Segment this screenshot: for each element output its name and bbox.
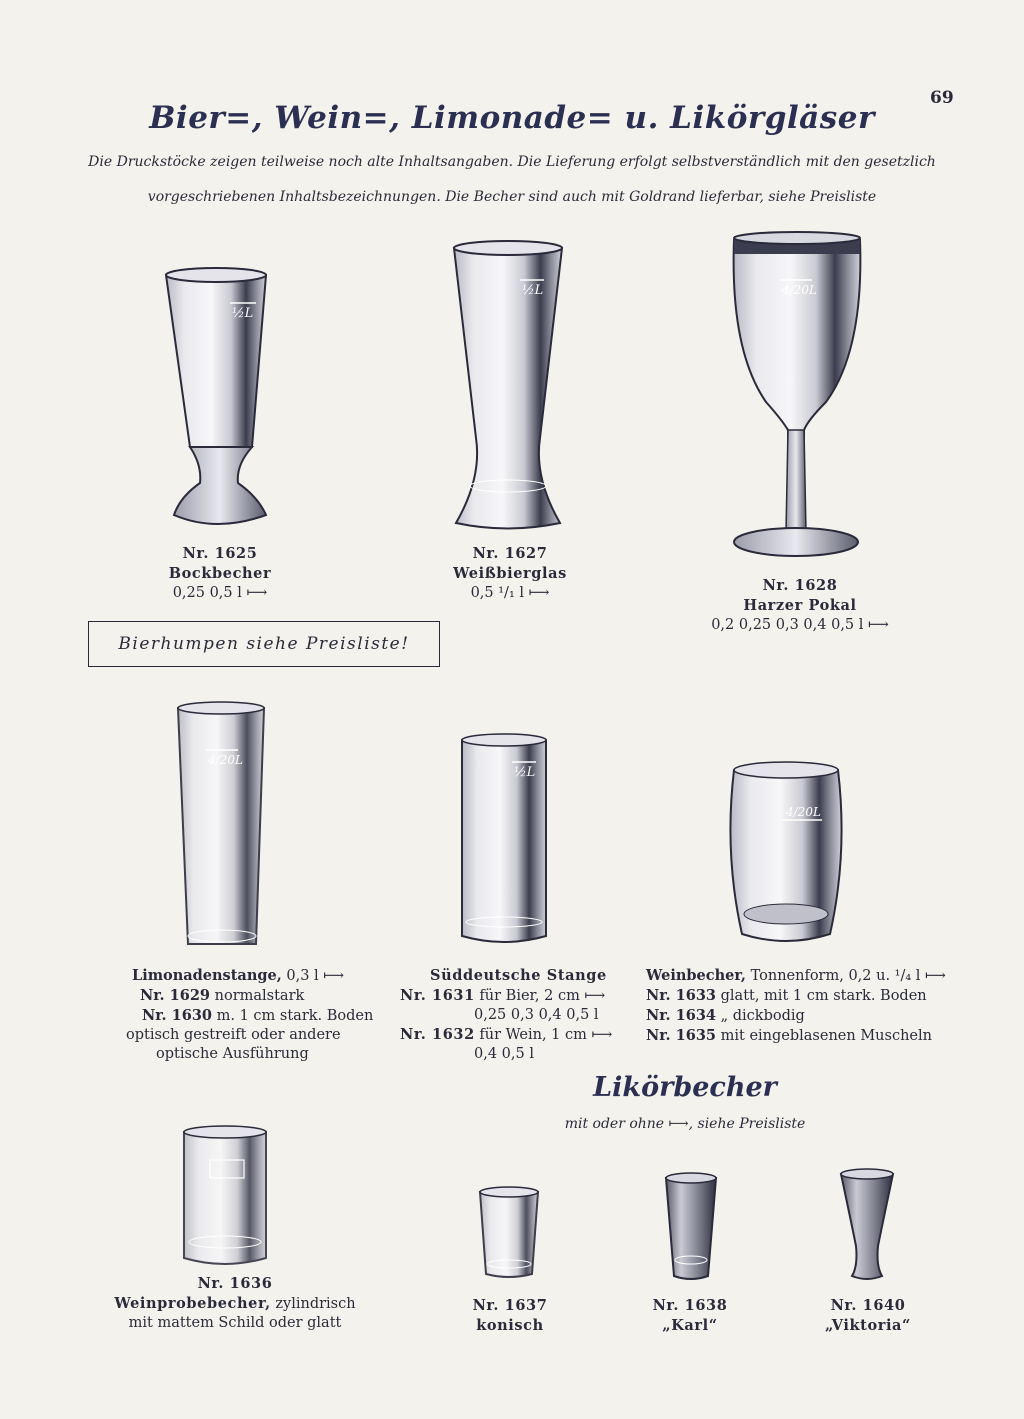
- sizes-1631: 0,25 0,3 0,4 0,5 l: [474, 1007, 599, 1023]
- limonade-title: Limonadenstange,: [132, 967, 282, 984]
- nr-1638: Nr. 1638: [652, 1297, 728, 1314]
- nr-1625: Nr. 1625: [182, 545, 258, 562]
- nr-1627: Nr. 1627: [472, 545, 548, 562]
- nr-1640: Nr. 1640: [830, 1297, 906, 1314]
- weissbierglas-illustration: [448, 238, 573, 538]
- caption-1638: [630, 1296, 750, 1336]
- nr-1628: Nr. 1628: [762, 577, 838, 594]
- likoerbecher-viktoria-illustration: [838, 1166, 896, 1284]
- sueddeutsche-stange-illustration: [456, 730, 556, 950]
- weinbecher-title: Weinbecher,: [646, 967, 746, 984]
- nr-1632: Nr. 1632: [400, 1026, 475, 1043]
- weinprobebecher-illustration: [180, 1122, 272, 1272]
- bockbecher-mark: ½L: [232, 306, 254, 321]
- harzer-pokal-mark: 4/20L: [782, 283, 817, 297]
- name-1625: Bockbecher: [168, 565, 272, 582]
- desc-1629: normalstark: [210, 988, 305, 1004]
- caption-1636: [110, 1274, 360, 1333]
- name-1628: Harzer Pokal: [743, 597, 857, 614]
- weinbecher-mark: 4/20L: [786, 805, 821, 819]
- section-title-likoerbecher: Likörbecher: [593, 1072, 777, 1103]
- name-1638: „Karl“: [662, 1317, 718, 1334]
- likoerbecher-karl-illustration: [662, 1170, 720, 1284]
- desc-1630: m. 1 cm stark. Boden: [212, 1008, 374, 1024]
- page-title: Bier=, Wein=, Limonade= u. Likörgläser: [149, 100, 875, 136]
- sizes-1628: 0,2 0,25 0,3 0,4 0,5 l ⟼: [711, 617, 889, 633]
- name-1637: konisch: [476, 1317, 544, 1334]
- weinbecher-illustration: [728, 758, 846, 950]
- name-1636: Weinprobebecher,: [114, 1295, 271, 1312]
- nr-1629: Nr. 1629: [140, 987, 211, 1004]
- name-1640: „Viktoria“: [824, 1317, 911, 1334]
- sizes-1632: 0,4 0,5 l: [474, 1046, 534, 1062]
- page-number: 69: [930, 88, 954, 108]
- caption-1627: [430, 544, 590, 603]
- nr-1630: Nr. 1630: [142, 1007, 213, 1024]
- desc-1630-line3: optische Ausführung: [156, 1046, 309, 1062]
- nr-1631: Nr. 1631: [400, 987, 475, 1004]
- caption-sueddeutsch: [390, 966, 630, 1064]
- caption-limonade: [110, 966, 380, 1064]
- caption-1628: [700, 576, 900, 635]
- harzer-pokal-illustration: [730, 230, 870, 570]
- desc-1634: „ dickbodig: [716, 1008, 805, 1024]
- caption-1625: [140, 544, 300, 603]
- caption-1637: [450, 1296, 570, 1336]
- bierhumpen-notice: Bierhumpen siehe Preisliste!: [88, 621, 440, 667]
- nr-1637: Nr. 1637: [472, 1297, 548, 1314]
- likoerbecher-konisch-illustration: [476, 1184, 544, 1282]
- nr-1633: Nr. 1633: [646, 987, 717, 1004]
- weissbierglas-mark: ½L: [522, 283, 544, 298]
- limonadenstange-illustration: [172, 698, 278, 958]
- desc-1632: für Wein, 1 cm ⟼: [474, 1027, 613, 1043]
- sueddeutsch-title: Süddeutsche Stange: [430, 967, 607, 984]
- sizes-1627: 0,5 ¹/₁ l ⟼: [470, 585, 550, 601]
- limonadenstange-mark: 4/20L: [208, 753, 243, 767]
- name-1627: Weißbierglas: [453, 565, 567, 582]
- intro-line-2: vorgeschriebenen Inhaltsbezeichnungen. Die Becher sind auch mit Goldrand lieferbar, siehe Preisliste: [147, 189, 877, 205]
- bockbecher-illustration: [160, 265, 280, 535]
- intro-line-1: Die Druckstöcke zeigen teilweise noch alte Inhaltsangaben. Die Lieferung erfolgt selbstverständlich mit den gesetzlich: [88, 154, 936, 170]
- caption-1640: [808, 1296, 928, 1336]
- desc-1635: mit eingeblasenen Muscheln: [716, 1028, 932, 1044]
- desc-1630-line2: optisch gestreift oder andere: [126, 1027, 341, 1043]
- weinbecher-sizes: Tonnenform, 0,2 u. ¹/₄ l ⟼: [745, 968, 946, 984]
- desc-1633: glatt, mit 1 cm stark. Boden: [716, 988, 927, 1004]
- nr-1636: Nr. 1636: [197, 1275, 273, 1292]
- desc-1636-line2: mit mattem Schild oder glatt: [128, 1315, 342, 1331]
- nr-1634: Nr. 1634: [646, 1007, 717, 1024]
- desc-1631: für Bier, 2 cm ⟼: [474, 988, 606, 1004]
- desc-1636: zylindrisch: [270, 1296, 356, 1312]
- caption-weinbecher: [646, 966, 966, 1046]
- sizes-1625: 0,25 0,5 l ⟼: [172, 585, 268, 601]
- section-subtitle: mit oder ohne ⟼, siehe Preisliste: [564, 1116, 806, 1132]
- nr-1635: Nr. 1635: [646, 1027, 717, 1044]
- limonade-sizes: 0,3 l ⟼: [281, 968, 345, 984]
- sueddeutsche-stange-mark: ½L: [514, 765, 536, 780]
